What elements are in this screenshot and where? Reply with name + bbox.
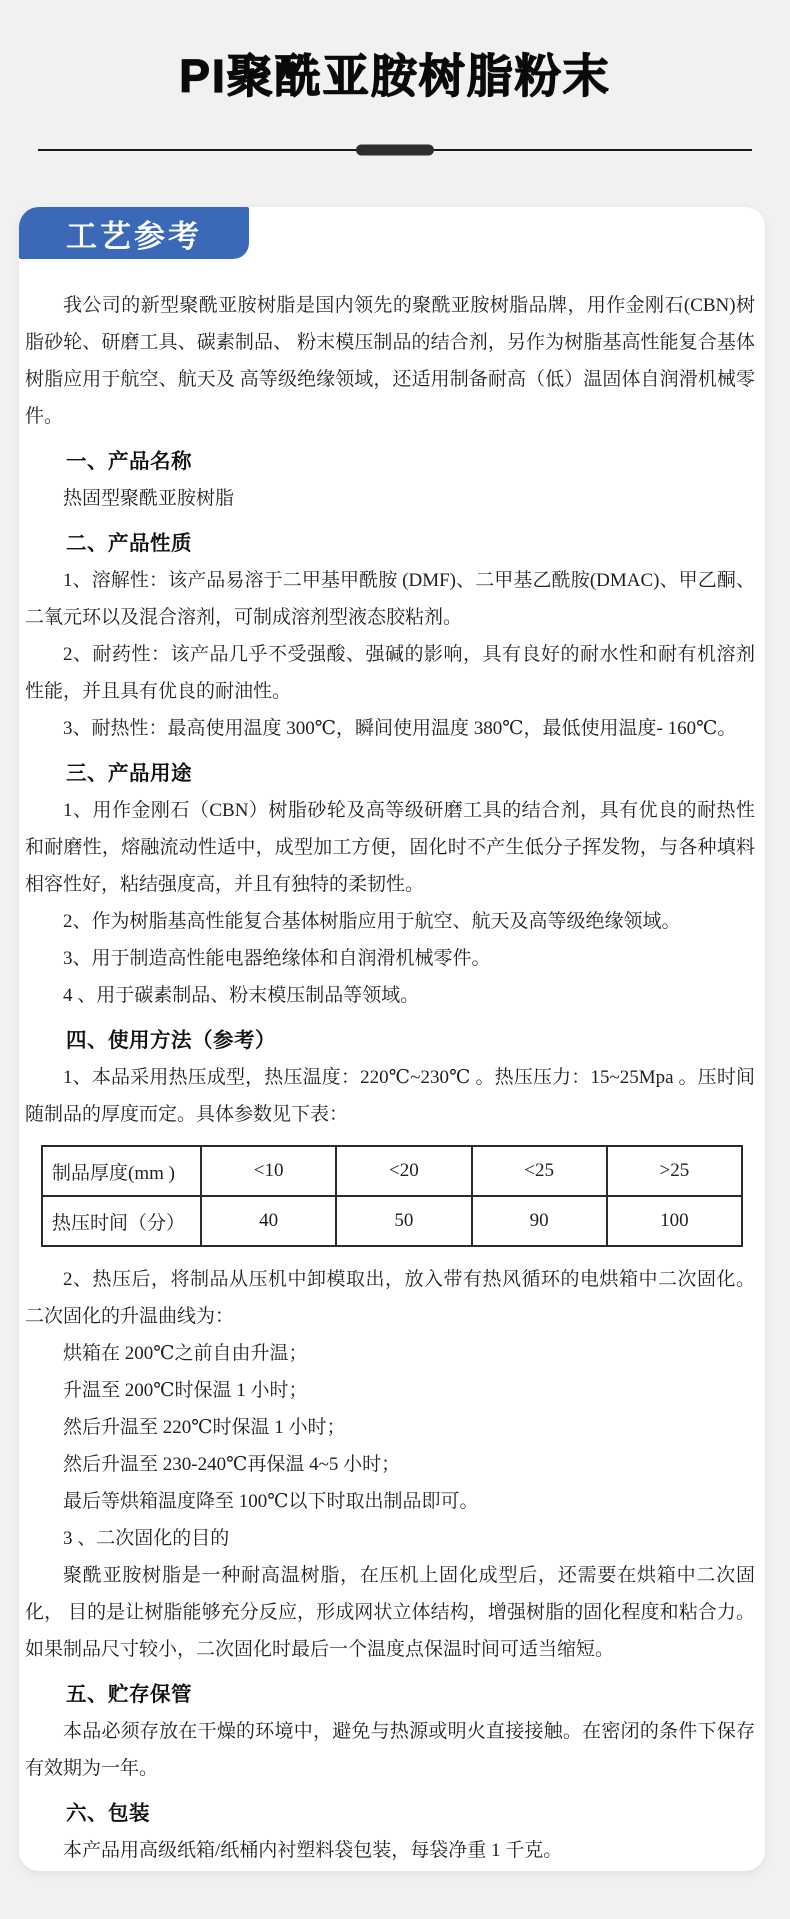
- section-heading: 五、贮存保管: [66, 1683, 192, 1706]
- paragraph: 热固型聚酰亚胺树脂: [63, 488, 235, 509]
- row-label-cell: 制品厚度(mm ): [42, 1146, 201, 1196]
- page-title: PI聚酰亚胺树脂粉末: [179, 50, 611, 102]
- paragraph: 1、本品采用热压成型，热压温度：220℃~230℃ 。热压压力：15~25Mpa 。压时间随制品的厚度而定。具体参数见下表：: [25, 1067, 755, 1125]
- paragraph: 1、用作金刚石（CBN）树脂砂轮及高等级研磨工具的结合剂，具有优良的耐热性和耐磨性，熔融流动性适中，成型加工方便，固化时不产生低分子挥发物，与各种填料相容性好，粘结强度高，并且有独特的柔韧性。: [25, 800, 755, 895]
- table-row: [42, 1146, 742, 1196]
- process-reference-card: [19, 207, 765, 1871]
- section-heading: 六、包装: [66, 1802, 150, 1825]
- paragraph: 2、作为树脂基高性能复合基体树脂应用于航空、航天及高等级绝缘领域。: [63, 911, 681, 932]
- paragraph: 2、耐药性：该产品几乎不受强酸、强碱的影响，具有良好的耐水性和耐有机溶剂性能，并且具有优良的耐油性。: [25, 644, 755, 702]
- paragraph: 然后升温至 230-240℃再保温 4~5 小时；: [63, 1454, 401, 1475]
- value-cell: 40: [201, 1196, 336, 1246]
- row-label-cell: 热压时间（分）: [42, 1196, 201, 1246]
- section-heading: 一、产品名称: [66, 450, 192, 473]
- divider: [38, 149, 752, 151]
- value-cell: >25: [607, 1146, 742, 1196]
- paragraph: 本品必须存放在干燥的环境中，避免与热源或明火直接接触。在密闭的条件下保存有效期为一年。: [25, 1721, 755, 1779]
- paragraph: 最后等烘箱温度降至 100℃以下时取出制品即可。: [63, 1491, 479, 1512]
- paragraph: 升温至 200℃时保温 1 小时；: [63, 1380, 308, 1401]
- paragraph: 1、溶解性：该产品易溶于二甲基甲酰胺 (DMF)、二甲基乙酰胺(DMAC)、甲乙酮、二氧元环以及混合溶剂，可制成溶剂型液态胶粘剂。: [25, 570, 755, 628]
- section-heading: 二、产品性质: [66, 532, 192, 555]
- divider-pill: [356, 145, 434, 156]
- process-reference-badge: 工艺参考: [19, 207, 249, 259]
- section-heading: 三、产品用途: [66, 762, 192, 785]
- paragraph: 4 、用于碳素制品、粉末模压制品等领域。: [63, 985, 420, 1006]
- page-header: [0, 0, 790, 110]
- value-cell: <10: [201, 1146, 336, 1196]
- table-row: [42, 1196, 742, 1246]
- paragraph: 我公司的新型聚酰亚胺树脂是国内领先的聚酰亚胺树脂品牌，用作金刚石(CBN)树脂砂轮、研磨工具、碳素制品、 粉末模压制品的结合剂，另作为树脂基高性能复合基体树脂应用于航空、航天及 高等级绝缘领域，还适用制备耐高（低）温固体自润滑机械零件。: [25, 295, 755, 427]
- paragraph: 3、耐热性：最高使用温度 300℃，瞬间使用温度 380℃，最低使用温度- 160℃。: [63, 718, 737, 739]
- value-cell: 90: [472, 1196, 607, 1246]
- card-content: [25, 287, 755, 1869]
- paragraph: 本产品用高级纸箱/纸桶内衬塑料袋包装，每袋净重 1 千克。: [63, 1840, 563, 1861]
- value-cell: 50: [336, 1196, 471, 1246]
- paragraph: 然后升温至 220℃时保温 1 小时；: [63, 1417, 346, 1438]
- paragraph: 3、用于制造高性能电器绝缘体和自润滑机械零件。: [63, 948, 491, 969]
- section-heading: 四、使用方法（参考）: [66, 1029, 276, 1052]
- parameters-table: [41, 1145, 743, 1247]
- value-cell: 100: [607, 1196, 742, 1246]
- paragraph: 3 、二次固化的目的: [63, 1528, 230, 1549]
- value-cell: <25: [472, 1146, 607, 1196]
- paragraph: 烘箱在 200℃之前自由升温；: [63, 1343, 308, 1364]
- paragraph: 聚酰亚胺树脂是一种耐高温树脂，在压机上固化成型后，还需要在烘箱中二次固化， 目的是让树脂能够充分反应，形成网状立体结构，增强树脂的固化程度和粘合力。如果制品尺寸较小，二次固化时最后一个温度点保温时间可适当缩短。: [25, 1565, 755, 1660]
- value-cell: <20: [336, 1146, 471, 1196]
- paragraph: 2、热压后，将制品从压机中卸模取出，放入带有热风循环的电烘箱中二次固化。二次固化的升温曲线为：: [25, 1269, 755, 1327]
